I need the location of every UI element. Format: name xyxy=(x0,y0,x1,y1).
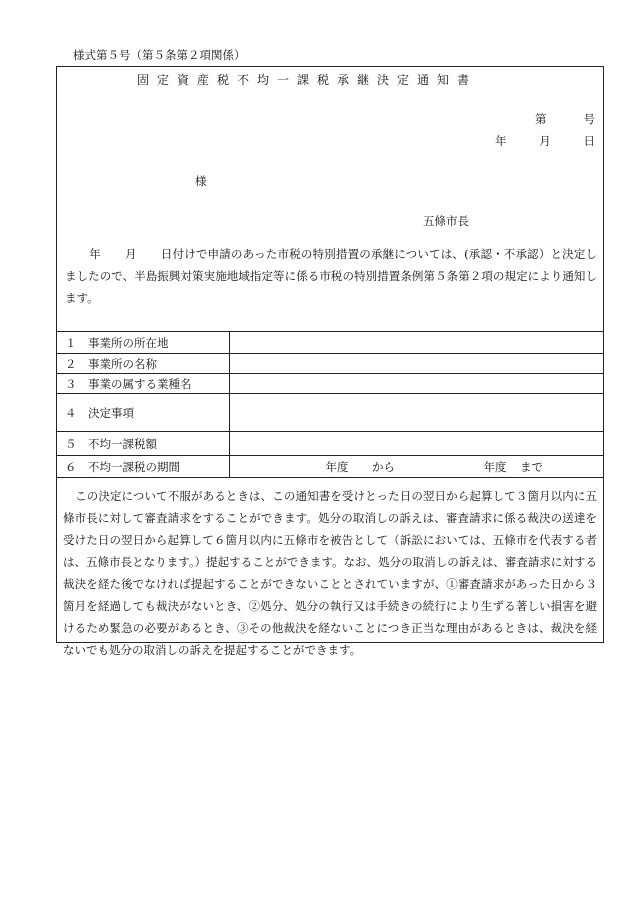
table-row xyxy=(57,354,604,374)
document-number xyxy=(535,111,595,127)
date-day: 日 xyxy=(583,134,595,148)
table-row xyxy=(57,432,604,456)
item-label: １ 事業所の所在地 xyxy=(57,332,230,354)
issuer: 五條市長 xyxy=(423,214,469,228)
body-paragraph xyxy=(65,243,597,309)
addressee: 様 xyxy=(195,174,207,188)
form-label: 様式第５号（第５条第２項関係） xyxy=(73,48,246,62)
period-to-year: 年度 xyxy=(483,459,507,474)
document-title: 固定資産税不均一課税承継決定通知書 xyxy=(136,73,477,87)
notice-document-frame xyxy=(56,66,604,657)
document-date xyxy=(495,133,595,149)
table-row xyxy=(57,394,604,432)
period-from: から xyxy=(372,459,395,474)
item-label: ６ 不均一課税の期間 xyxy=(57,456,230,478)
items-table xyxy=(56,331,604,478)
number-prefix: 第 xyxy=(535,112,547,126)
date-year: 年 xyxy=(495,134,507,148)
item-label: ２ 事業所の名称 xyxy=(57,354,230,374)
body-month: 月 xyxy=(124,247,137,261)
item-value xyxy=(230,432,604,456)
table-row xyxy=(57,456,604,478)
body-text: 日付けで申請のあった市税の特別措置の承継については、(承認・不承認）と決定しましたので、半島振興対策実施地域指定等に係る市税の特別措置条例第５条第２項の規定により通知します。 xyxy=(65,247,598,305)
item-value xyxy=(230,394,604,432)
item-label: ３ 事業の属する業種名 xyxy=(57,374,230,394)
period-from-year: 年度 xyxy=(325,459,349,474)
table-row xyxy=(57,374,604,394)
item-label: ５ 不均一課税額 xyxy=(57,432,230,456)
period-cell xyxy=(230,456,604,478)
table-row xyxy=(57,332,604,354)
item-label: ４ 決定事項 xyxy=(57,394,230,432)
period-range xyxy=(238,459,595,475)
item-value xyxy=(230,332,604,354)
item-value xyxy=(230,374,604,394)
appeal-notice-text: この決定について不服があるときは、この通知書を受けとった日の翌日から起算して３箇月以内に五條市長に対して審査請求をすることができます。処分の取消しの訴えは、審査請求に係る裁決の送達を受けた日の翌日から起算して６箇月以内に五條市を被告として（訴訟においては、五條市を代表する者は、五條市長となります。）提起することができます。なお、処分の取消しの訴えは、審査請求に対する裁決を経た後でなければ提起することができないこととされていますが、①審査請求があった日から３箇月を経過しても裁決がないとき、②処分、処分の執行又は手続きの続行により生ずる著しい損害を避けるため緊急の必要があるとき、③その他裁決を経ないことにつき正当な理由があるときは、裁決を経ないでも処分の取消しの訴えを提起することができます。 xyxy=(63,489,597,657)
number-suffix: 号 xyxy=(583,112,595,126)
date-month: 月 xyxy=(539,134,551,148)
period-to: まで xyxy=(520,459,543,474)
appeal-notice xyxy=(63,485,597,661)
body-year: 年 xyxy=(89,247,101,261)
item-value xyxy=(230,354,604,374)
